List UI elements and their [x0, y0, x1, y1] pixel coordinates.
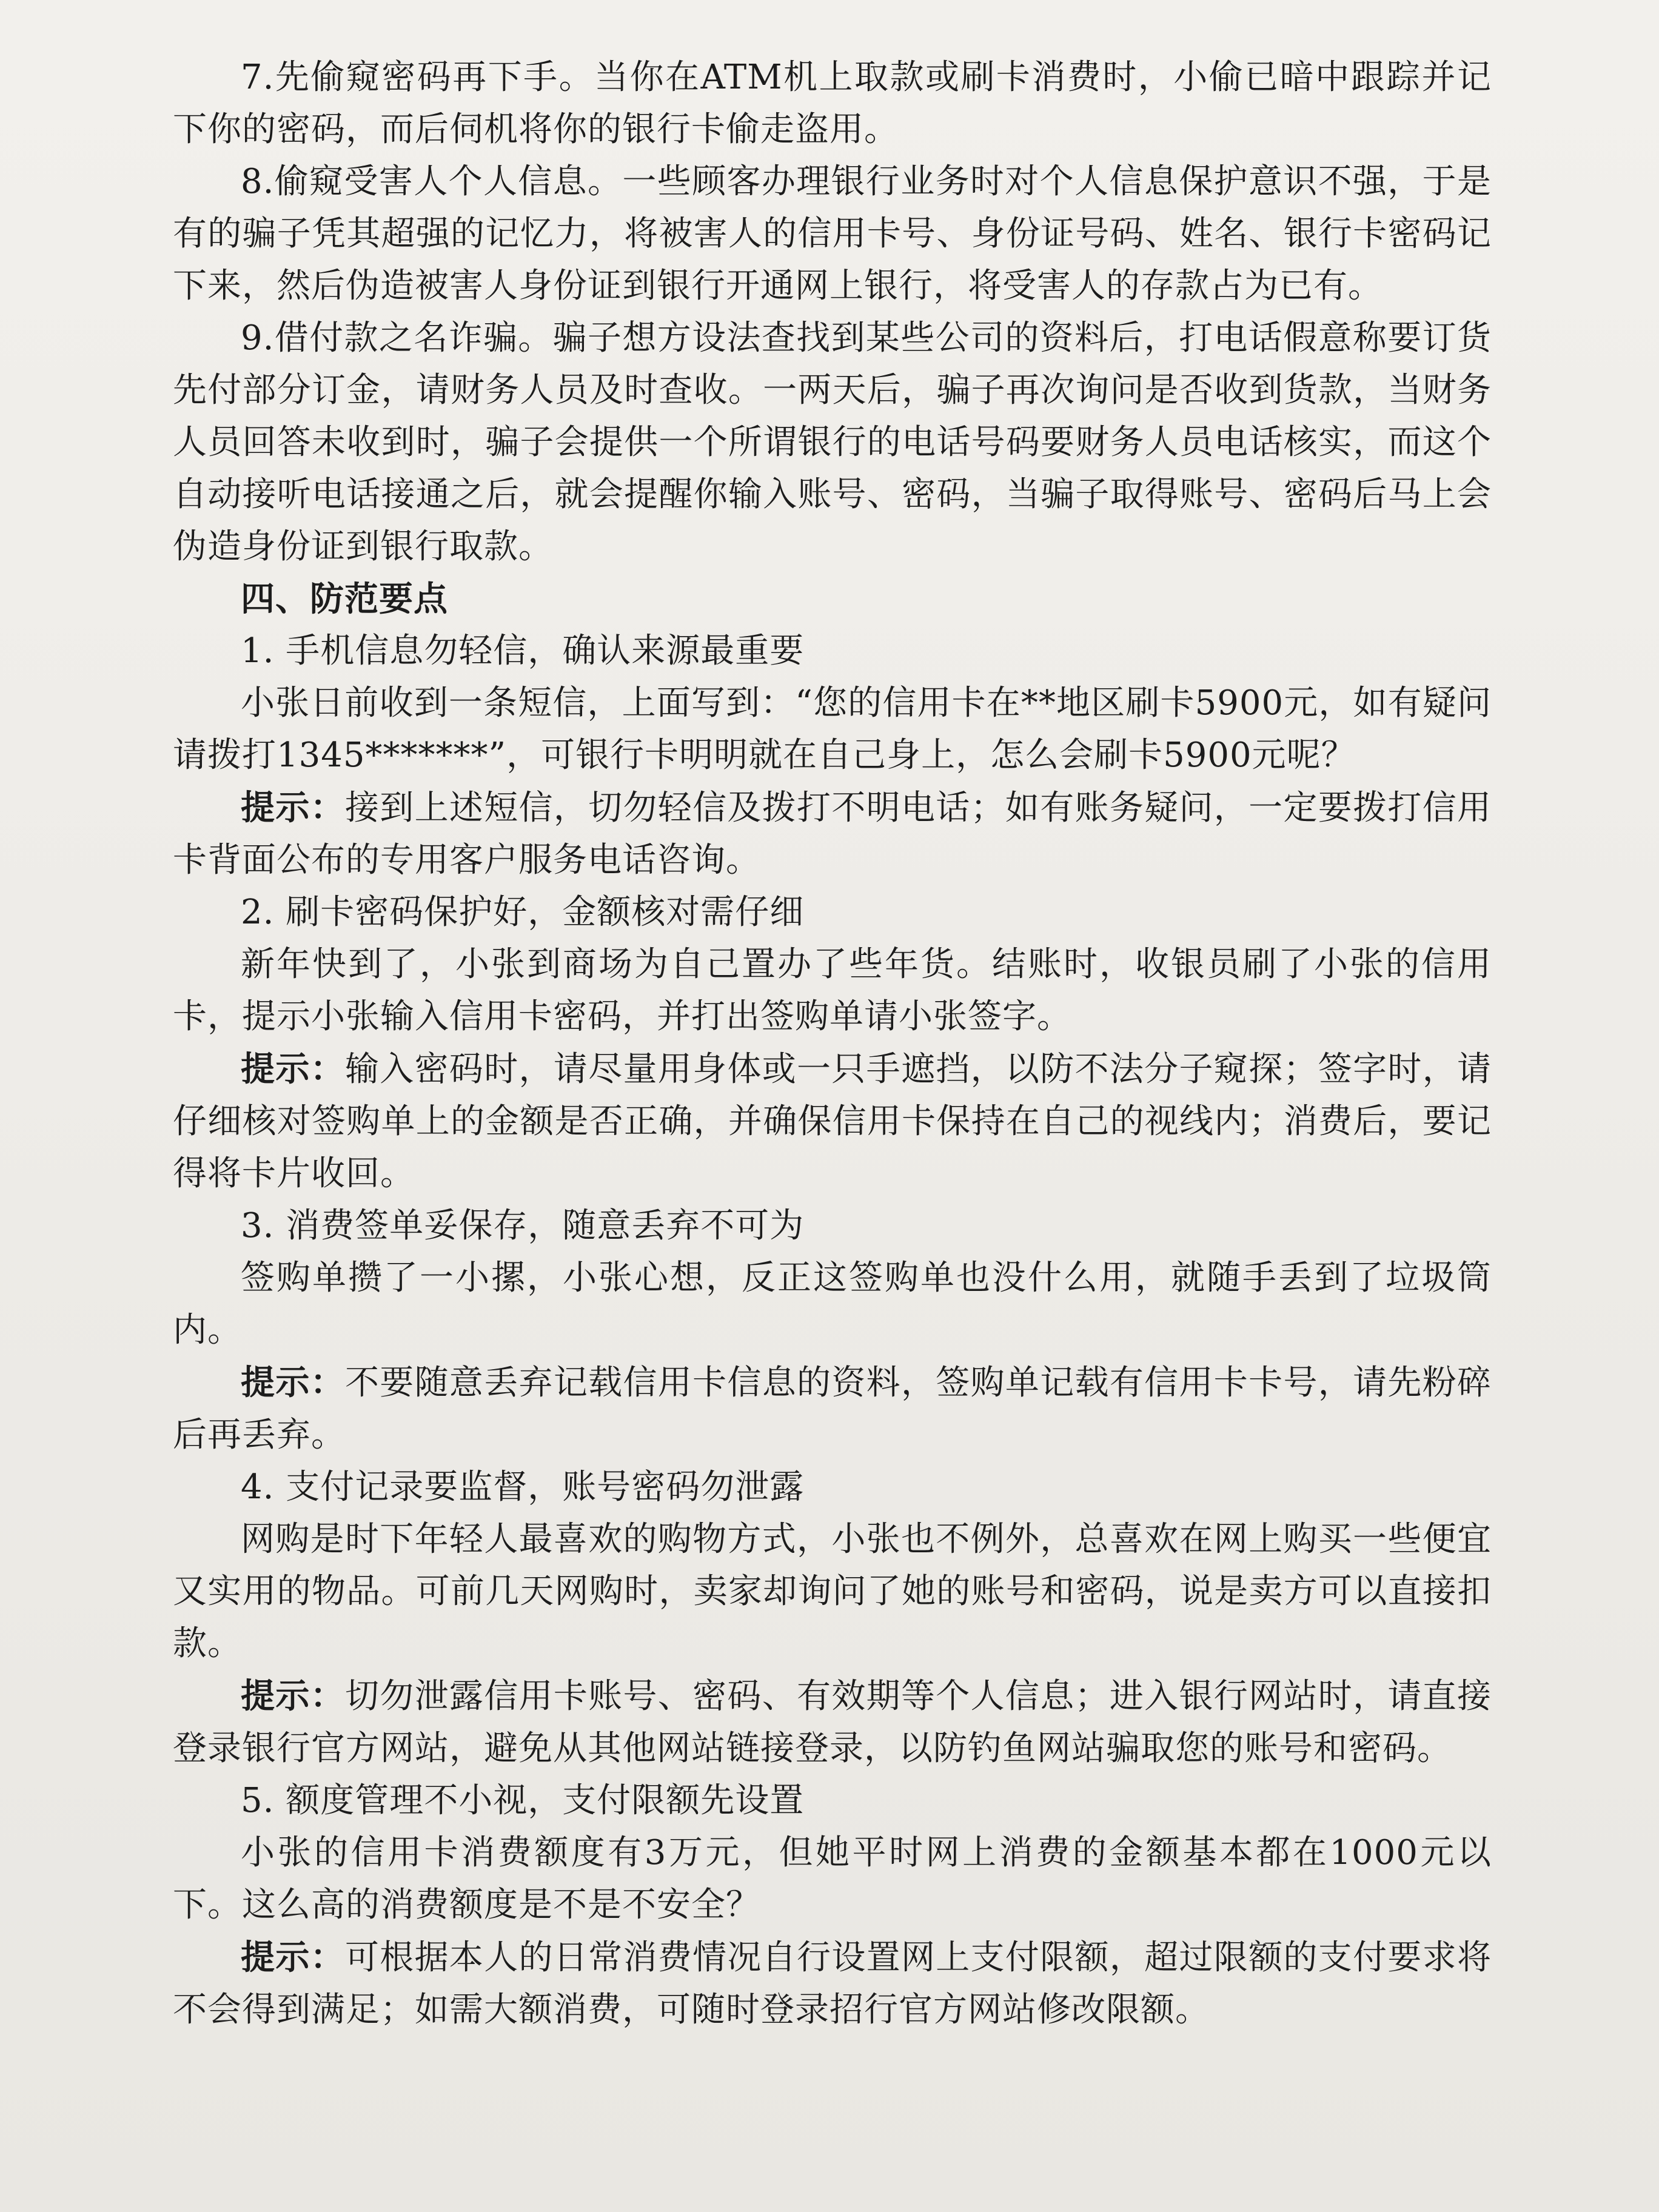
- tip-paragraph-4: [173, 1670, 1492, 1775]
- document-body: [173, 52, 1492, 2036]
- tip-heading-2: 2. 刷卡密码保护好，金额核对需仔细: [241, 893, 805, 932]
- tip-text-3: 不要随意丢弃记载信用卡信息的资料，签购单记载有信用卡卡号，请先粉碎后再丢弃。: [173, 1363, 1492, 1455]
- tip-heading-4: 4. 支付记录要监督，账号密码勿泄露: [241, 1467, 805, 1507]
- tip-text-2: 输入密码时，请尽量用身体或一只手遮挡，以防不法分子窥探；签字时，请仔细核对签购单上的金额是否正确，并确保信用卡保持在自己的视线内；消费后，要记得将卡片收回。: [173, 1050, 1492, 1193]
- case-paragraph-2: 新年快到了，小张到商场为自己置办了些年货。结账时，收银员刷了小张的信用卡，提示小张输入信用卡密码，并打出签购单请小张签字。: [173, 945, 1492, 1036]
- tip-text-1: 接到上述短信，切勿轻信及拨打不明电话；如有账务疑问，一定要拨打信用卡背面公布的专用客户服务电话咨询。: [173, 788, 1492, 880]
- section-heading-prevention: 四、防范要点: [241, 579, 448, 619]
- tip-heading-3: 3. 消费签单妥保存，随意丢弃不可为: [241, 1206, 805, 1245]
- tip-label: 提示：: [241, 1049, 345, 1089]
- tip-text-5: 可根据本人的日常消费情况自行设置网上支付限额，超过限额的支付要求将不会得到满足；如需大额消费，可随时登录招行官方网站修改限额。: [173, 1938, 1492, 2029]
- tip-label: 提示：: [241, 1937, 345, 1977]
- tip-heading-5: 5. 额度管理不小视，支付限额先设置: [241, 1781, 805, 1820]
- case-paragraph-3: 签购单攒了一小摞，小张心想，反正这签购单也没什么用，就随手丢到了垃圾筒内。: [173, 1258, 1492, 1350]
- tip-label: 提示：: [241, 1676, 345, 1716]
- paragraph-item-7: 7.先偷窥密码再下手。当你在ATM机上取款或刷卡消费时，小偷已暗中跟踪并记下你的密码，而后伺机将你的银行卡偷走盗用。: [173, 58, 1492, 149]
- tip-paragraph-1: [173, 782, 1492, 886]
- tip-label: 提示：: [241, 788, 345, 828]
- tip-paragraph-2: [173, 1043, 1492, 1200]
- paragraph-item-9: 9.借付款之名诈骗。骗子想方设法查找到某些公司的资料后，打电话假意称要订货先付部分订金，请财务人员及时查收。一两天后，骗子再次询问是否收到货款，当财务人员回答未收到时，骗子会提供一个所谓银行的电话号码要财务人员电话核实，而这个自动接听电话接通之后，就会提醒你输入账号、密码，当骗子取得账号、密码后马上会伪造身份证到银行取款。: [173, 318, 1492, 566]
- tip-paragraph-3: [173, 1356, 1492, 1461]
- case-paragraph-4: 网购是时下年轻人最喜欢的购物方式，小张也不例外，总喜欢在网上购买一些便宜又实用的物品。可前几天网购时，卖家却询问了她的账号和密码，说是卖方可以直接扣款。: [173, 1520, 1492, 1663]
- tip-label: 提示：: [241, 1362, 345, 1403]
- tip-paragraph-5: [173, 1931, 1492, 2036]
- tip-heading-1: 1. 手机信息勿轻信，确认来源最重要: [241, 631, 805, 671]
- case-paragraph-1: 小张日前收到一条短信，上面写到：“您的信用卡在**地区刷卡5900元，如有疑问请拨打1345*******”，可银行卡明明就在自己身上，怎么会刷卡5900元呢？: [173, 683, 1492, 775]
- case-paragraph-5: 小张的信用卡消费额度有3万元，但她平时网上消费的金额基本都在1000元以下。这么高的消费额度是不是不安全？: [173, 1833, 1492, 1925]
- tip-text-4: 切勿泄露信用卡账号、密码、有效期等个人信息；进入银行网站时，请直接登录银行官方网站，避免从其他网站链接登录，以防钓鱼网站骗取您的账号和密码。: [173, 1677, 1492, 1768]
- paragraph-item-8: 8.偷窥受害人个人信息。一些顾客办理银行业务时对个人信息保护意识不强，于是有的骗子凭其超强的记忆力，将被害人的信用卡号、身份证号码、姓名、银行卡密码记下来，然后伪造被害人身份证到银行开通网上银行，将受害人的存款占为已有。: [173, 162, 1492, 306]
